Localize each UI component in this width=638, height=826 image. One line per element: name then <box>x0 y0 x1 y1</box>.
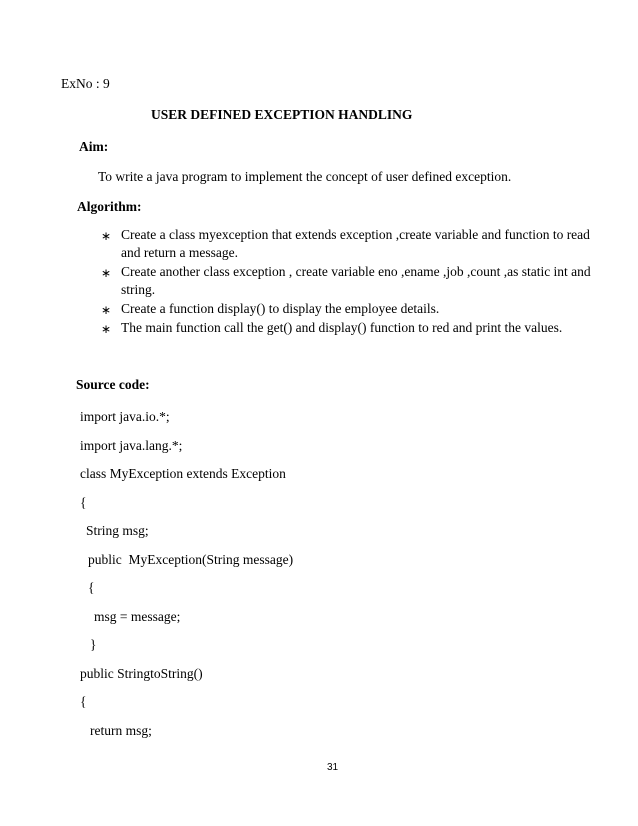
code-line: import java.lang.*; <box>80 438 183 453</box>
bullet-asterisk-icon: ∗ <box>101 322 112 336</box>
code-line: { <box>80 495 87 510</box>
code-line: String msg; <box>86 523 149 538</box>
algorithm-step <box>101 226 601 262</box>
code-line: { <box>80 694 87 709</box>
algorithm-heading: Algorithm: <box>77 199 142 214</box>
page-number: 31 <box>327 762 339 773</box>
aim-heading: Aim: <box>79 139 109 154</box>
document-title: USER DEFINED EXCEPTION HANDLING <box>151 107 413 122</box>
code-line: return msg; <box>90 723 152 738</box>
aim-text: To write a java program to implement the concept of user defined exception. <box>98 169 512 184</box>
code-line: import java.io.*; <box>80 409 170 424</box>
code-line: msg = message; <box>94 609 181 624</box>
algorithm-step <box>101 300 601 318</box>
bullet-asterisk-icon: ∗ <box>101 266 112 280</box>
algorithm-step <box>101 263 601 299</box>
code-line: public StringtoString() <box>80 666 203 681</box>
bullet-asterisk-icon: ∗ <box>101 229 112 243</box>
algorithm-step-text: The main function call the get() and display() function to red and print the values. <box>121 320 563 335</box>
algorithm-step-text: Create another class exception , create variable eno ,ename ,job ,count ,as static int and string. <box>121 264 591 297</box>
algorithm-step-text: Create a class myexception that extends exception ,create variable and function to read and return a message. <box>121 227 590 260</box>
code-line: public MyException(String message) <box>88 552 294 567</box>
code-line: { <box>88 580 95 595</box>
algorithm-list <box>101 226 601 338</box>
algorithm-step <box>101 319 601 337</box>
bullet-asterisk-icon: ∗ <box>101 303 112 317</box>
code-line: } <box>90 637 97 652</box>
algorithm-step-text: Create a function display() to display the employee details. <box>121 301 440 316</box>
exercise-number: ExNo : 9 <box>61 76 110 91</box>
code-line: class MyException extends Exception <box>80 466 286 481</box>
source-code-heading: Source code: <box>76 377 150 392</box>
